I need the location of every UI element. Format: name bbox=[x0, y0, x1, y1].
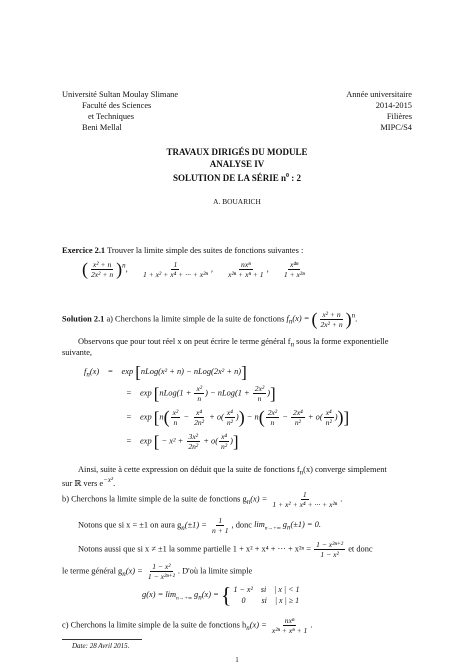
solution-c: c) Cherchons la limite simple de la suite de fonctions $h_n(x)$ = $\frac{\text{nxⁿ}}{\text{x²ⁿ + xⁿ + 1}}$ . bbox=[62, 616, 313, 635]
derivation-block: $f_n(x)$ = exp [nLog(x² + n) − nLog(2x² + n)] = exp [nLog(1 + $\frac{\text{x²}}{n}$ ) − nLog(1 + $\frac{\text{2x²}}{n}$ )] = exp [n( $\frac{\text{x²}}{n}$ − $\frac{\text{x⁴}}{\text{2n²}}$ + o( $\frac{\text{x⁴}}{\text{n²}}$ )) − n( $\frac{\text{2x²}}{n}$ − $\frac{\text{2x⁴}}{\text{n²}}$ + o( $\frac{\text{x⁴}}{\text{n²}}$ ))] = exp [ − x² + $\frac{\text{3x²}}{\text{2n²}}$ + o( $\frac{\text{x⁴}}{\text{n²}}$ )] bbox=[84, 362, 350, 451]
title-line-3 bbox=[0, 170, 474, 184]
exercise-label: Exercice 2.1 bbox=[62, 246, 106, 255]
header-university: Université Sultan Moulay Slimane bbox=[62, 90, 179, 99]
header-techniques: et Techniques bbox=[88, 112, 135, 121]
title-line-3-end: : 2 bbox=[291, 173, 302, 183]
solution-b: b) Cherchons la limite simple de la suite de fonctions $g_n(x)$ = $\frac{1}{\text{1 + x² + x⁴ + ··· + x²ⁿ}}$ . bbox=[62, 490, 343, 509]
title-line-3-sup: 0 bbox=[286, 173, 290, 179]
header-year: 2014-2015 bbox=[375, 101, 412, 110]
footnote-date: Date: 28 Avril 2015. bbox=[72, 642, 130, 650]
conclusion-line-2: sur ℝ vers $e^{-x^2}$. bbox=[62, 476, 116, 488]
header-year-label: Année universitaire bbox=[346, 90, 412, 99]
observe-line-1: Observons que pour tout réel x on peut écrire le terme général $f_n$ sous la forme exponentielle bbox=[78, 337, 389, 349]
observe-line-2: suivante, bbox=[62, 348, 93, 357]
exercise-formulas: ( $\frac{\text{x² + n}}{\text{2x² + n}}$ )$^n$, $\frac{1}{\text{1 + x² + x⁴ + ··· + x²ⁿ}}$ , $\frac{\text{nxⁿ}}{\text{x²ⁿ + xⁿ + 1}}$ , $\frac{\text{x⁴ⁿ}}{\text{1 + x²ⁿ}}$ bbox=[82, 259, 305, 279]
solution-label: Solution 2.1 bbox=[62, 314, 105, 324]
solution-a-text: a) Cherchons la limite simple de la suite de fonctions bbox=[106, 314, 285, 324]
title-line-3-text: SOLUTION DE LA SÉRIE n bbox=[172, 173, 287, 183]
solution-a: Solution 2.1 a) Cherchons la limite simple de la suite de fonctions $f_n(x)$ = ( $\frac{\text{x² + n}}{\text{2x² + n}}$ )$^n$. bbox=[62, 309, 358, 329]
exercise-statement bbox=[62, 245, 303, 256]
page-number: 1 bbox=[235, 656, 239, 664]
title-line-2: ANALYSE IV bbox=[209, 159, 265, 169]
header-left bbox=[62, 89, 178, 133]
solution-b-note-3: le terme général $g_n(x)$ = $\frac{\text{1 − x²}}{\text{1 − x²ⁿ⁺²}}$ . D'où la limite simple bbox=[62, 562, 253, 581]
header-faculty: Faculté des Sciences bbox=[82, 101, 152, 110]
author: A. BOUARICH bbox=[213, 197, 261, 206]
exercise-text: Trouver la limite simple des suites de fonctions suivantes : bbox=[107, 246, 304, 255]
solution-b-note-2: Notons aussi que si x ≠ ±1 la somme partielle 1 + x² + x⁴ + ··· + x²ⁿ = $\frac{\text{1 − x²ⁿ⁺²}}{\text{1 − x²}}$ et donc bbox=[78, 540, 373, 559]
header-right bbox=[346, 89, 412, 133]
header-section: MIPC/S4 bbox=[380, 123, 412, 132]
limit-cases: $g(x) = \lim_{n\to+\infty} g_n(x)$ = { 1 − x² si | x | < 1 0 si | x | ≥ 1 bbox=[142, 582, 300, 608]
header-filieres: Filières bbox=[386, 112, 412, 121]
header-city: Beni Mellal bbox=[82, 123, 122, 132]
solution-b-note: Notons que si x = ±1 on aura $g_n(\pm 1)$ = $\frac{1}{n + 1}$ , donc $\lim_{n\to+\infty} g_n(\pm 1) = 0$. bbox=[78, 516, 321, 535]
footnote-rule bbox=[62, 639, 142, 640]
title-line-1: TRAVAUX DIRIGÉS DU MODULE bbox=[166, 147, 308, 157]
conclusion-line-1: Ainsi, suite à cette expression on déduit que la suite de fonctions $f_n(x)$ converge simplement bbox=[78, 465, 387, 477]
